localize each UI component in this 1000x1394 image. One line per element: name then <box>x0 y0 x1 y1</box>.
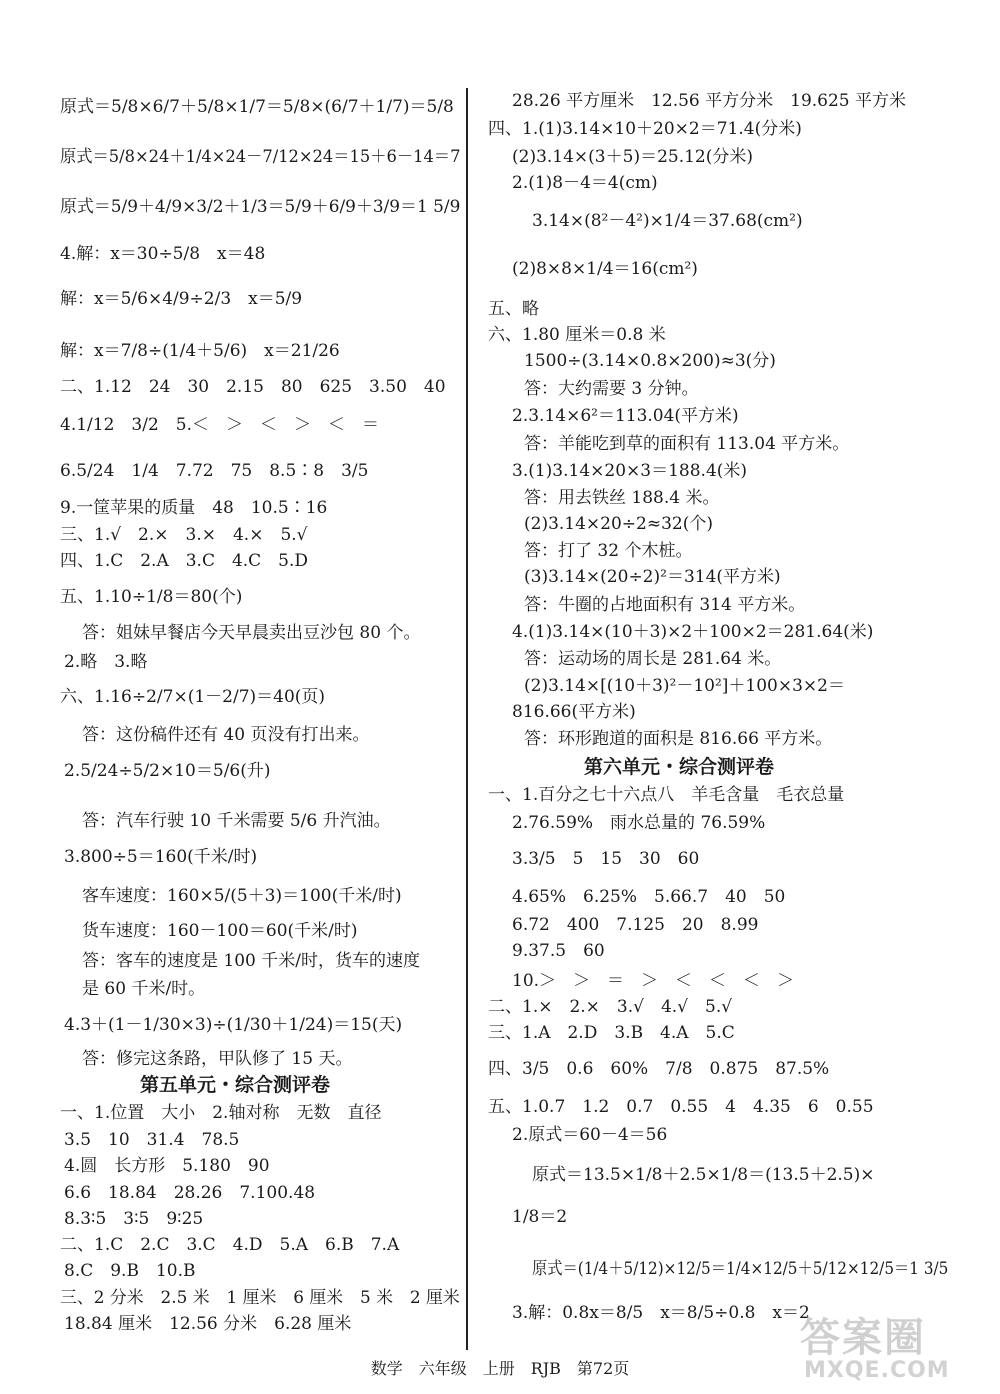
text-line: 答：运动场的周长是 281.64 米。 <box>524 649 782 669</box>
text-line: 四、3/5 0.6 60% 7/8 0.875 87.5% <box>488 1059 830 1079</box>
text-line: (2)3.14×20÷2≈32(个) <box>524 514 714 534</box>
text-line: 2.原式＝60－4＝56 <box>512 1125 668 1145</box>
text-line: 6.72 400 7.125 20 8.99 <box>512 915 759 935</box>
text-line: 2.(1)8－4＝4(cm) <box>512 173 658 193</box>
watermark-text: 答案圈 <box>800 1315 926 1361</box>
text-line: 答：修完这条路，甲队修了 15 天。 <box>82 1049 353 1069</box>
text-line: 三、1.√ 2.× 3.× 4.× 5.√ <box>60 525 308 545</box>
text-line: 答：姐妹早餐店今天早晨卖出豆沙包 80 个。 <box>82 623 421 643</box>
text-line: 9.一筐苹果的质量 48 10.5∶16 <box>60 498 328 518</box>
text-line: 答：打了 32 个木桩。 <box>524 541 693 561</box>
text-line: 二、1.C 2.C 3.C 4.D 5.A 6.B 7.A <box>60 1235 400 1255</box>
text-line: (2)3.14×[(10＋3)²－10²]＋100×3×2＝ <box>524 676 845 696</box>
text-line: 客车速度：160×5/(5＋3)＝100(千米/时) <box>82 886 402 906</box>
text-line: 3.5 10 31.4 78.5 <box>64 1130 240 1150</box>
text-line: 2.76.59% 雨水总量的 76.59% <box>512 813 766 833</box>
text-line: 10.＞ ＞ ＝ ＞ ＜ ＜ ＜ ＞ <box>512 971 795 991</box>
text-line: 五、1.10÷1/8＝80(个) <box>60 587 243 607</box>
text-line: 原式＝13.5×1/8＋2.5×1/8＝(13.5＋2.5)× <box>532 1165 875 1185</box>
text-line: 8.C 9.B 10.B <box>64 1261 196 1281</box>
text-line: 18.84 厘米 12.56 分米 6.28 厘米 <box>64 1314 352 1334</box>
text-line: 原式＝5/9＋4/9×3/2＋1/3＝5/9＋6/9＋3/9＝1 5/9 <box>60 197 461 217</box>
text-line: 答：这份稿件还有 40 页没有打出来。 <box>82 725 370 745</box>
text-line: 一、1.百分之七十六点八 羊毛含量 毛衣总量 <box>488 785 845 805</box>
text-line: 六、1.16÷2/7×(1－2/7)＝40(页) <box>60 687 326 707</box>
text-line: 1500÷(3.14×0.8×200)≈3(分) <box>524 351 776 371</box>
text-line: 答：客车的速度是 100 千米/时，货车的速度 <box>82 951 420 971</box>
text-line: 9.37.5 60 <box>512 941 605 961</box>
text-line: 6.5/24 1/4 7.72 75 8.5∶8 3/5 <box>60 461 369 481</box>
text-line: 解：x＝5/6×4/9÷2/3 x＝5/9 <box>60 289 303 309</box>
text-line: 三、1.A 2.D 3.B 4.A 5.C <box>488 1023 735 1043</box>
text-line: 4.1/12 3/2 5.＜ ＞ ＜ ＞ ＜ ＝ <box>60 415 379 435</box>
text-line: 一、1.位置 大小 2.轴对称 无数 直径 <box>60 1103 382 1123</box>
text-line: 答：用去铁丝 188.4 米。 <box>524 488 720 508</box>
text-line: 原式＝5/8×24＋1/4×24－7/12×24＝15＋6－14＝7 <box>60 147 461 167</box>
text-line: 3.14×(8²－4²)×1/4＝37.68(cm²) <box>532 211 803 231</box>
text-line: 4.65% 6.25% 5.66.7 40 50 <box>512 887 786 907</box>
column-divider <box>466 88 468 1350</box>
text-line: 五、略 <box>488 299 539 319</box>
text-line: 二、1.× 2.× 3.√ 4.√ 5.√ <box>488 997 733 1017</box>
text-line: 四、1.C 2.A 3.C 4.C 5.D <box>60 551 309 571</box>
text-line: 答：羊能吃到草的面积有 113.04 平方米。 <box>524 434 850 454</box>
text-line: 1/8＝2 <box>512 1207 568 1227</box>
text-line: 是 60 千米/时。 <box>82 979 206 999</box>
section-heading: 第五单元・综合测评卷 <box>140 1074 331 1096</box>
text-line: 8.3∶5 3∶5 9∶25 <box>64 1209 204 1229</box>
text-line: 2.略 3.略 <box>64 652 148 672</box>
text-line: 四、1.(1)3.14×10＋20×2＝71.4(分米) <box>488 119 802 139</box>
text-line: 2.5/24÷5/2×10＝5/6(升) <box>64 761 271 781</box>
section-heading: 第六单元・综合测评卷 <box>584 756 775 778</box>
text-line: 3.800÷5＝160(千米/时) <box>64 847 258 867</box>
text-line: 三、2 分米 2.5 米 1 厘米 6 厘米 5 米 2 厘米 <box>60 1288 460 1308</box>
text-line: 解：x＝7/8÷(1/4＋5/6) x＝21/26 <box>60 341 340 361</box>
text-line: 二、1.12 24 30 2.15 80 625 3.50 40 <box>60 377 446 397</box>
text-line: 答：大约需要 3 分钟。 <box>524 379 699 399</box>
text-line: 4.3＋(1－1/30×3)÷(1/30＋1/24)＝15(天) <box>64 1015 403 1035</box>
text-line: 3.解：0.8x＝8/5 x＝8/5÷0.8 x＝2 <box>512 1303 810 1323</box>
text-line: 原式＝5/8×6/7＋5/8×1/7＝5/8×(6/7＋1/7)＝5/8 <box>60 97 454 117</box>
text-line: 五、1.0.7 1.2 0.7 0.55 4 4.35 6 0.55 <box>488 1097 874 1117</box>
text-line: 货车速度：160－100＝60(千米/时) <box>82 921 358 941</box>
text-line: 4.(1)3.14×(10＋3)×2＋100×2＝281.64(米) <box>512 622 874 642</box>
text-line: (2)8×8×1/4＝16(cm²) <box>512 259 698 279</box>
text-line: 答：环形跑道的面积是 816.66 平方米。 <box>524 729 833 749</box>
text-line: 原式＝(1/4＋5/12)×12/5＝1/4×12/5＋5/12×12/5＝1 3/5 <box>532 1259 949 1279</box>
text-line: 28.26 平方厘米 12.56 平方分米 19.625 平方米 <box>512 91 907 111</box>
watermark-logo <box>790 1306 970 1386</box>
text-line: 六、1.80 厘米＝0.8 米 <box>488 325 666 345</box>
text-line: (3)3.14×(20÷2)²＝314(平方米) <box>524 567 781 587</box>
text-line: 2.3.14×6²＝113.04(平方米) <box>512 406 739 426</box>
watermark-url: MXQE.COM <box>804 1358 950 1383</box>
page-footer: 数学 六年级 上册 RJB 第72页 <box>370 1359 630 1378</box>
text-line: (2)3.14×(3＋5)＝25.12(分米) <box>512 147 754 167</box>
text-line: 6.6 18.84 28.26 7.100.48 <box>64 1183 316 1203</box>
text-line: 答：牛圈的占地面积有 314 平方米。 <box>524 595 806 615</box>
text-line: 4.解：x＝30÷5/8 x＝48 <box>60 244 266 264</box>
text-line: 816.66(平方米) <box>512 702 636 722</box>
text-line: 4.圆 长方形 5.180 90 <box>64 1156 270 1176</box>
text-line: 3.(1)3.14×20×3＝188.4(米) <box>512 461 748 481</box>
text-line: 答：汽车行驶 10 千米需要 5/6 升汽油。 <box>82 811 391 831</box>
text-line: 3.3/5 5 15 30 60 <box>512 849 700 869</box>
